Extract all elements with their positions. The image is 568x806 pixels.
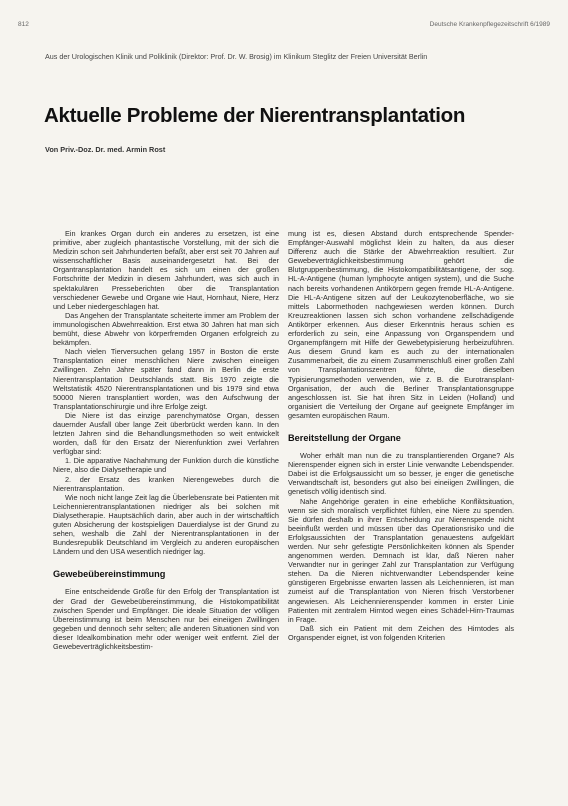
journal-name: Deutsche Krankenpflegezeitschrift 6/1989 <box>429 21 550 28</box>
paragraph: Woher erhält man nun die zu transplantierenden Organe? Als Nierenspender eignen sich in erster Linie verwandte Lebendspender. Dabei ist die Erfolgsaussicht um so besser, je enger die genetische Verwandtschaft ist, besonders gut also bei eineiigen Zwillingen, die genetisch völlig identisch sind. <box>288 451 514 497</box>
running-header <box>18 21 550 31</box>
paragraph: Wie noch nicht lange Zeit lag die Überlebensrate bei Patienten mit Leichennierentransplantationen niedriger als bei solchen mit Dialysetherapie. Hauptsächlich darin, aber auch in der wirtschaftlich guten Absicherung der kostspieligen Dauerdialyse ist der Grund zu sehen, weshalb die Zahl der Nierentransplantationen in der Bundesrepublik Deutschland im Vergleich zu anderen europäischen Ländern und den USA wesentlich niedriger lag. <box>53 492 279 557</box>
paragraph: Die Niere ist das einzige parenchymatöse Organ, dessen dauernder Ausfall über lange Zeit überbrückt werden kann. In den letzten Jahren sind die Behandlungsmethoden so weit entwickelt worden, daß für den Ersatz der Nierenfunktion zwei Verfahren verfügbar sind: <box>53 410 279 457</box>
list-item: 1. Die apparative Nachahmung der Funktion durch die künstliche Niere, also die Dialysetherapie und <box>53 456 279 475</box>
section-heading: Bereitstellung der Organe <box>288 432 401 443</box>
page-number: 812 <box>18 21 29 28</box>
article-title: Aktuelle Probleme der Nierentransplantation <box>44 104 466 127</box>
paragraph: Das Angehen der Transplantate scheiterte immer am Problem der immunologischen Abwehrreaktion. Erst etwa 30 Jahren hat man sich bemüht, diese Abwehr von körperfremden Organen erfolgreich zu bekämpfen. <box>53 310 279 348</box>
affiliation: Aus der Urologischen Klinik und Poliklinik (Direktor: Prof. Dr. W. Brosig) im Klinikum Steglitz der Freien Universität Berlin <box>45 52 428 61</box>
paragraph: Daß sich ein Patient mit dem Zeichen des Hirntodes als Organspender eignet, ist von folgenden Kriterien <box>288 623 514 642</box>
paragraph: Nach vielen Tierversuchen gelang 1957 in Boston die erste Transplantation einer menschlichen Niere zwischen eineiigen Zwillingen. Zehn Jahre später fand dann in Berlin die erste Nierentransplantation Deutschlands statt. Bis 1970 zeigte die Weltstatistik 4520 Nierentransplantationen und bis 1979 sind etwa 50000 Nieren transplantiert worden, was den Aufschwung der Transplantationschirurgie und ihre Erfolge zeigt. <box>53 347 279 411</box>
paragraph: Nahe Angehörige geraten in eine erhebliche Konfliktsituation, wenn sie sich moralisch verpflichtet fühlen, eine Niere zu spenden. Sie dürfen deshalb in ihrer Entscheidung zur Nierenspende nicht beeinflußt werden und müssen über das Operationsrisiko und die Erfolgsaussichten der Transplantation genauestens aufgeklärt werden. Nur sehr gefestigte Persönlichkeiten können als Spender angenommen werden. Demnach ist klar, daß Nieren naher Verwandter nur in geringer Zahl zur Transplantation zur Verfügung stehen. Da die Nieren nichtverwandter Lebendspender keine günstigeren Ergebnisse erwarten lassen als Leichennieren, ist man zumeist auf die Transplantation von Nieren frisch Verstorbener angewiesen. Als Leichennierenspender kommen in erster Linie Patienten mit zentralem Hirntod wegen eines Schädel-Hirn-Traumas in Frage. <box>288 496 514 624</box>
paragraph: Eine entscheidende Größe für den Erfolg der Transplantation ist der Grad der Gewebeübereinstimmung, die Histokompatibilität zwischen Spender und Empfänger. Die ideale Situation der völligen Übereinstimmung ist beim Menschen nur bei eineiigen Zwillingen gegeben und dennoch sehr selten; alle anderen Situationen sind von dieser Idealkombination mehr oder weniger weit entfernt. Ziel der Gewebeverträglichkeitsbestim- <box>53 587 279 652</box>
paragraph: Ein krankes Organ durch ein anderes zu ersetzen, ist eine primitive, aber zugleich phantastische Vorstellung, mit der sich die Medizin schon seit Jahrhunderten befaßt, aber erst seit 70 Jahren auf wissenschaftlicher Basis auseinandergesetzt hat. Bei der Organtransplantation handelt es sich um einen der großen Fortschritte der Medizin in diesem Jahrhundert, was sich auch in spektakulären Presseberichten über die Transplantation verschiedener Gewebe und Organe wie Haut, Hornhaut, Niere, Herz und Leber niedergeschlagen hat. <box>53 229 279 311</box>
list-item: 2. der Ersatz des kranken Nierengewebes durch die Nierentransplantation. <box>53 474 279 493</box>
author-line: Von Priv.-Doz. Dr. med. Armin Rost <box>45 145 166 154</box>
section-heading: Gewebeübereinstimmung <box>53 569 166 580</box>
text-column-left <box>53 229 279 797</box>
paragraph: mung ist es, diesen Abstand durch entsprechende Spender-Empfänger-Auswahl möglichst klein zu halten, da aus dieser Differenz auch die Stärke der Abwehrreaktion resultiert. Zur Gewebeverträglichkeitsbestimmung gehört die Blutgruppenbestimmung, die Histokompatibilitätsantigene, der sog. HL-A-Antigene (human lymphocyte antigen system), und die Suche nach bereits vorhandenen Antikörpern gegen fremde HL-A-Antigene. Die HL-A-Antigene sitzen auf der Leukozytenoberfläche, wo sie mittels Labormethoden nachgewiesen werden können. Durch Kreuzreaktionen lassen sich schon vorhandene zellschädigende Antikörper erkennen. Aus dieser Erkenntnis heraus schien es erforderlich zu sein, eine Anpassung von Organspendern und Organempfängern mit Hilfe der Gewebetypisierung herbeizuführen. Aus diesem Grund kam es auch zu der internationalen Zusammenarbeit, die zu einem Zusammenschluß einer großen Zahl von Transplantationszentren führte, die dieselben Typisierungsmethoden verwenden, wie z. B. die Eurotransplant-Organisation, der auch die Berliner Transplantationsgruppe angeschlossen ist. Sie hat ihren Sitz in Leiden (Holland) und organisiert die Verteilung der Organe auf geeignete Empfänger im gesamten europäischen Raum. <box>288 229 514 420</box>
text-column-right <box>288 229 514 797</box>
